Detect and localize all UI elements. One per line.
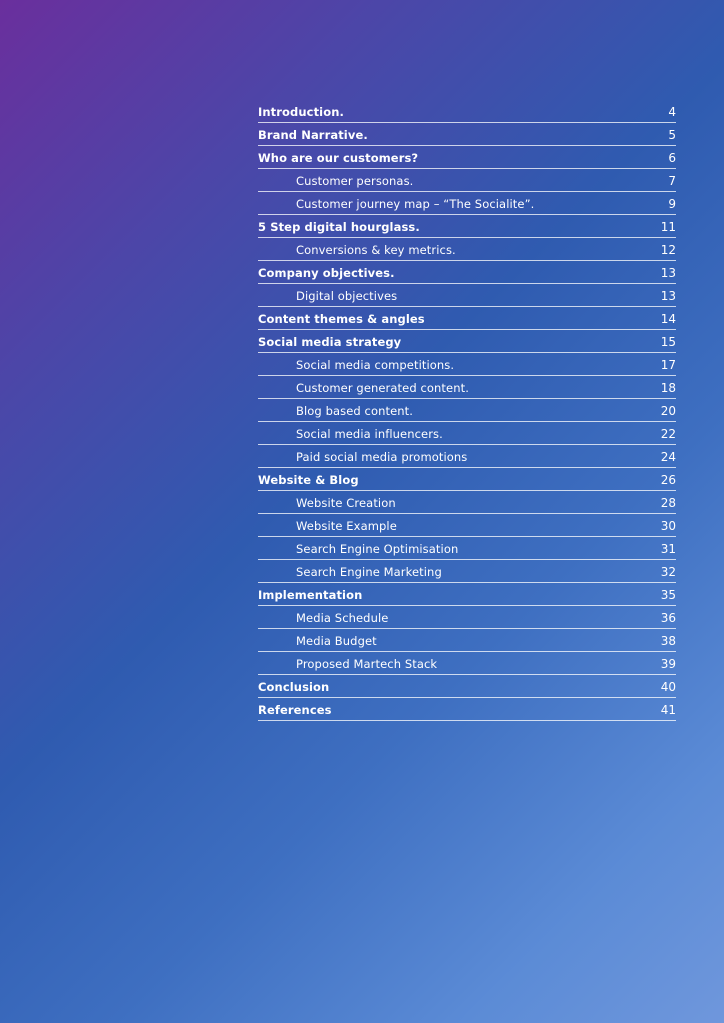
- toc-entry-title: Content themes & angles: [258, 312, 425, 326]
- toc-page-number: 36: [660, 611, 676, 625]
- toc-subsection-entry[interactable]: [258, 445, 676, 468]
- toc-page-number: 22: [660, 427, 676, 441]
- toc-subsection-entry[interactable]: [258, 284, 676, 307]
- toc-page-number: 26: [660, 473, 676, 487]
- toc-page-number: 18: [660, 381, 676, 395]
- toc-entry-title: Website Example: [296, 519, 397, 533]
- toc-entry-title: Conclusion: [258, 680, 330, 694]
- toc-entry-title: Customer journey map – “The Socialite”.: [296, 197, 535, 211]
- toc-subsection-entry[interactable]: [258, 353, 676, 376]
- toc-entry-title: Media Budget: [296, 634, 377, 648]
- toc-page-number: 6: [668, 151, 676, 165]
- toc-subsection-entry[interactable]: [258, 422, 676, 445]
- toc-section-entry[interactable]: [258, 261, 676, 284]
- toc-entry-title: References: [258, 703, 332, 717]
- toc-section-entry[interactable]: [258, 123, 676, 146]
- toc-entry-title: Customer generated content.: [296, 381, 469, 395]
- toc-page-number: 35: [660, 588, 676, 602]
- toc-section-entry[interactable]: [258, 215, 676, 238]
- toc-entry-title: Social media influencers.: [296, 427, 443, 441]
- toc-subsection-entry[interactable]: [258, 514, 676, 537]
- toc-entry-title: Implementation: [258, 588, 363, 602]
- toc-page-number: 28: [660, 496, 676, 510]
- toc-section-entry[interactable]: [258, 146, 676, 169]
- toc-subsection-entry[interactable]: [258, 238, 676, 261]
- toc-page-number: 12: [660, 243, 676, 257]
- toc-subsection-entry[interactable]: [258, 606, 676, 629]
- toc-section-entry[interactable]: [258, 675, 676, 698]
- toc-section-entry[interactable]: [258, 583, 676, 606]
- toc-entry-title: Social media strategy: [258, 335, 402, 349]
- toc-page-number: 13: [660, 266, 676, 280]
- toc-page-number: 39: [660, 657, 676, 671]
- toc-section-entry[interactable]: [258, 698, 676, 721]
- toc-page-number: 11: [660, 220, 676, 234]
- toc-page-number: 14: [660, 312, 676, 326]
- toc-subsection-entry[interactable]: [258, 629, 676, 652]
- toc-page-number: 41: [660, 703, 676, 717]
- toc-section-entry[interactable]: [258, 330, 676, 353]
- toc-entry-title: Website & Blog: [258, 473, 359, 487]
- toc-entry-title: Conversions & key metrics.: [296, 243, 456, 257]
- toc-page-number: 9: [668, 197, 676, 211]
- toc-entry-title: Company objectives.: [258, 266, 395, 280]
- toc-page-number: 31: [660, 542, 676, 556]
- toc-subsection-entry[interactable]: [258, 169, 676, 192]
- toc-entry-title: Website Creation: [296, 496, 396, 510]
- toc-subsection-entry[interactable]: [258, 399, 676, 422]
- toc-entry-title: Search Engine Optimisation: [296, 542, 459, 556]
- toc-page-number: 7: [668, 174, 676, 188]
- toc-subsection-entry[interactable]: [258, 491, 676, 514]
- toc-section-entry[interactable]: [258, 307, 676, 330]
- toc-section-entry[interactable]: [258, 100, 676, 123]
- toc-page-number: 24: [660, 450, 676, 464]
- toc-page-number: 20: [660, 404, 676, 418]
- toc-entry-title: Search Engine Marketing: [296, 565, 442, 579]
- toc-page-number: 13: [660, 289, 676, 303]
- toc-subsection-entry[interactable]: [258, 376, 676, 399]
- toc-entry-title: Blog based content.: [296, 404, 414, 418]
- toc-page-number: 17: [660, 358, 676, 372]
- toc-page-number: 15: [660, 335, 676, 349]
- toc-entry-title: Proposed Martech Stack: [296, 657, 438, 671]
- toc-entry-title: Who are our customers?: [258, 151, 419, 165]
- toc-entry-title: Media Schedule: [296, 611, 389, 625]
- toc-section-entry[interactable]: [258, 468, 676, 491]
- toc-page-number: 32: [660, 565, 676, 579]
- toc-entry-title: Social media competitions.: [296, 358, 455, 372]
- table-of-contents: [258, 100, 676, 721]
- toc-entry-title: Digital objectives: [296, 289, 398, 303]
- toc-entry-title: Paid social media promotions: [296, 450, 468, 464]
- toc-page-number: 38: [660, 634, 676, 648]
- toc-subsection-entry[interactable]: [258, 652, 676, 675]
- toc-entry-title: Introduction.: [258, 105, 344, 119]
- toc-entry-title: 5 Step digital hourglass.: [258, 220, 420, 234]
- toc-subsection-entry[interactable]: [258, 560, 676, 583]
- toc-page-number: 40: [660, 680, 676, 694]
- toc-page-number: 5: [668, 128, 676, 142]
- toc-subsection-entry[interactable]: [258, 537, 676, 560]
- toc-page-number: 4: [668, 105, 676, 119]
- toc-subsection-entry[interactable]: [258, 192, 676, 215]
- toc-entry-title: Customer personas.: [296, 174, 414, 188]
- toc-page-number: 30: [660, 519, 676, 533]
- toc-entry-title: Brand Narrative.: [258, 128, 368, 142]
